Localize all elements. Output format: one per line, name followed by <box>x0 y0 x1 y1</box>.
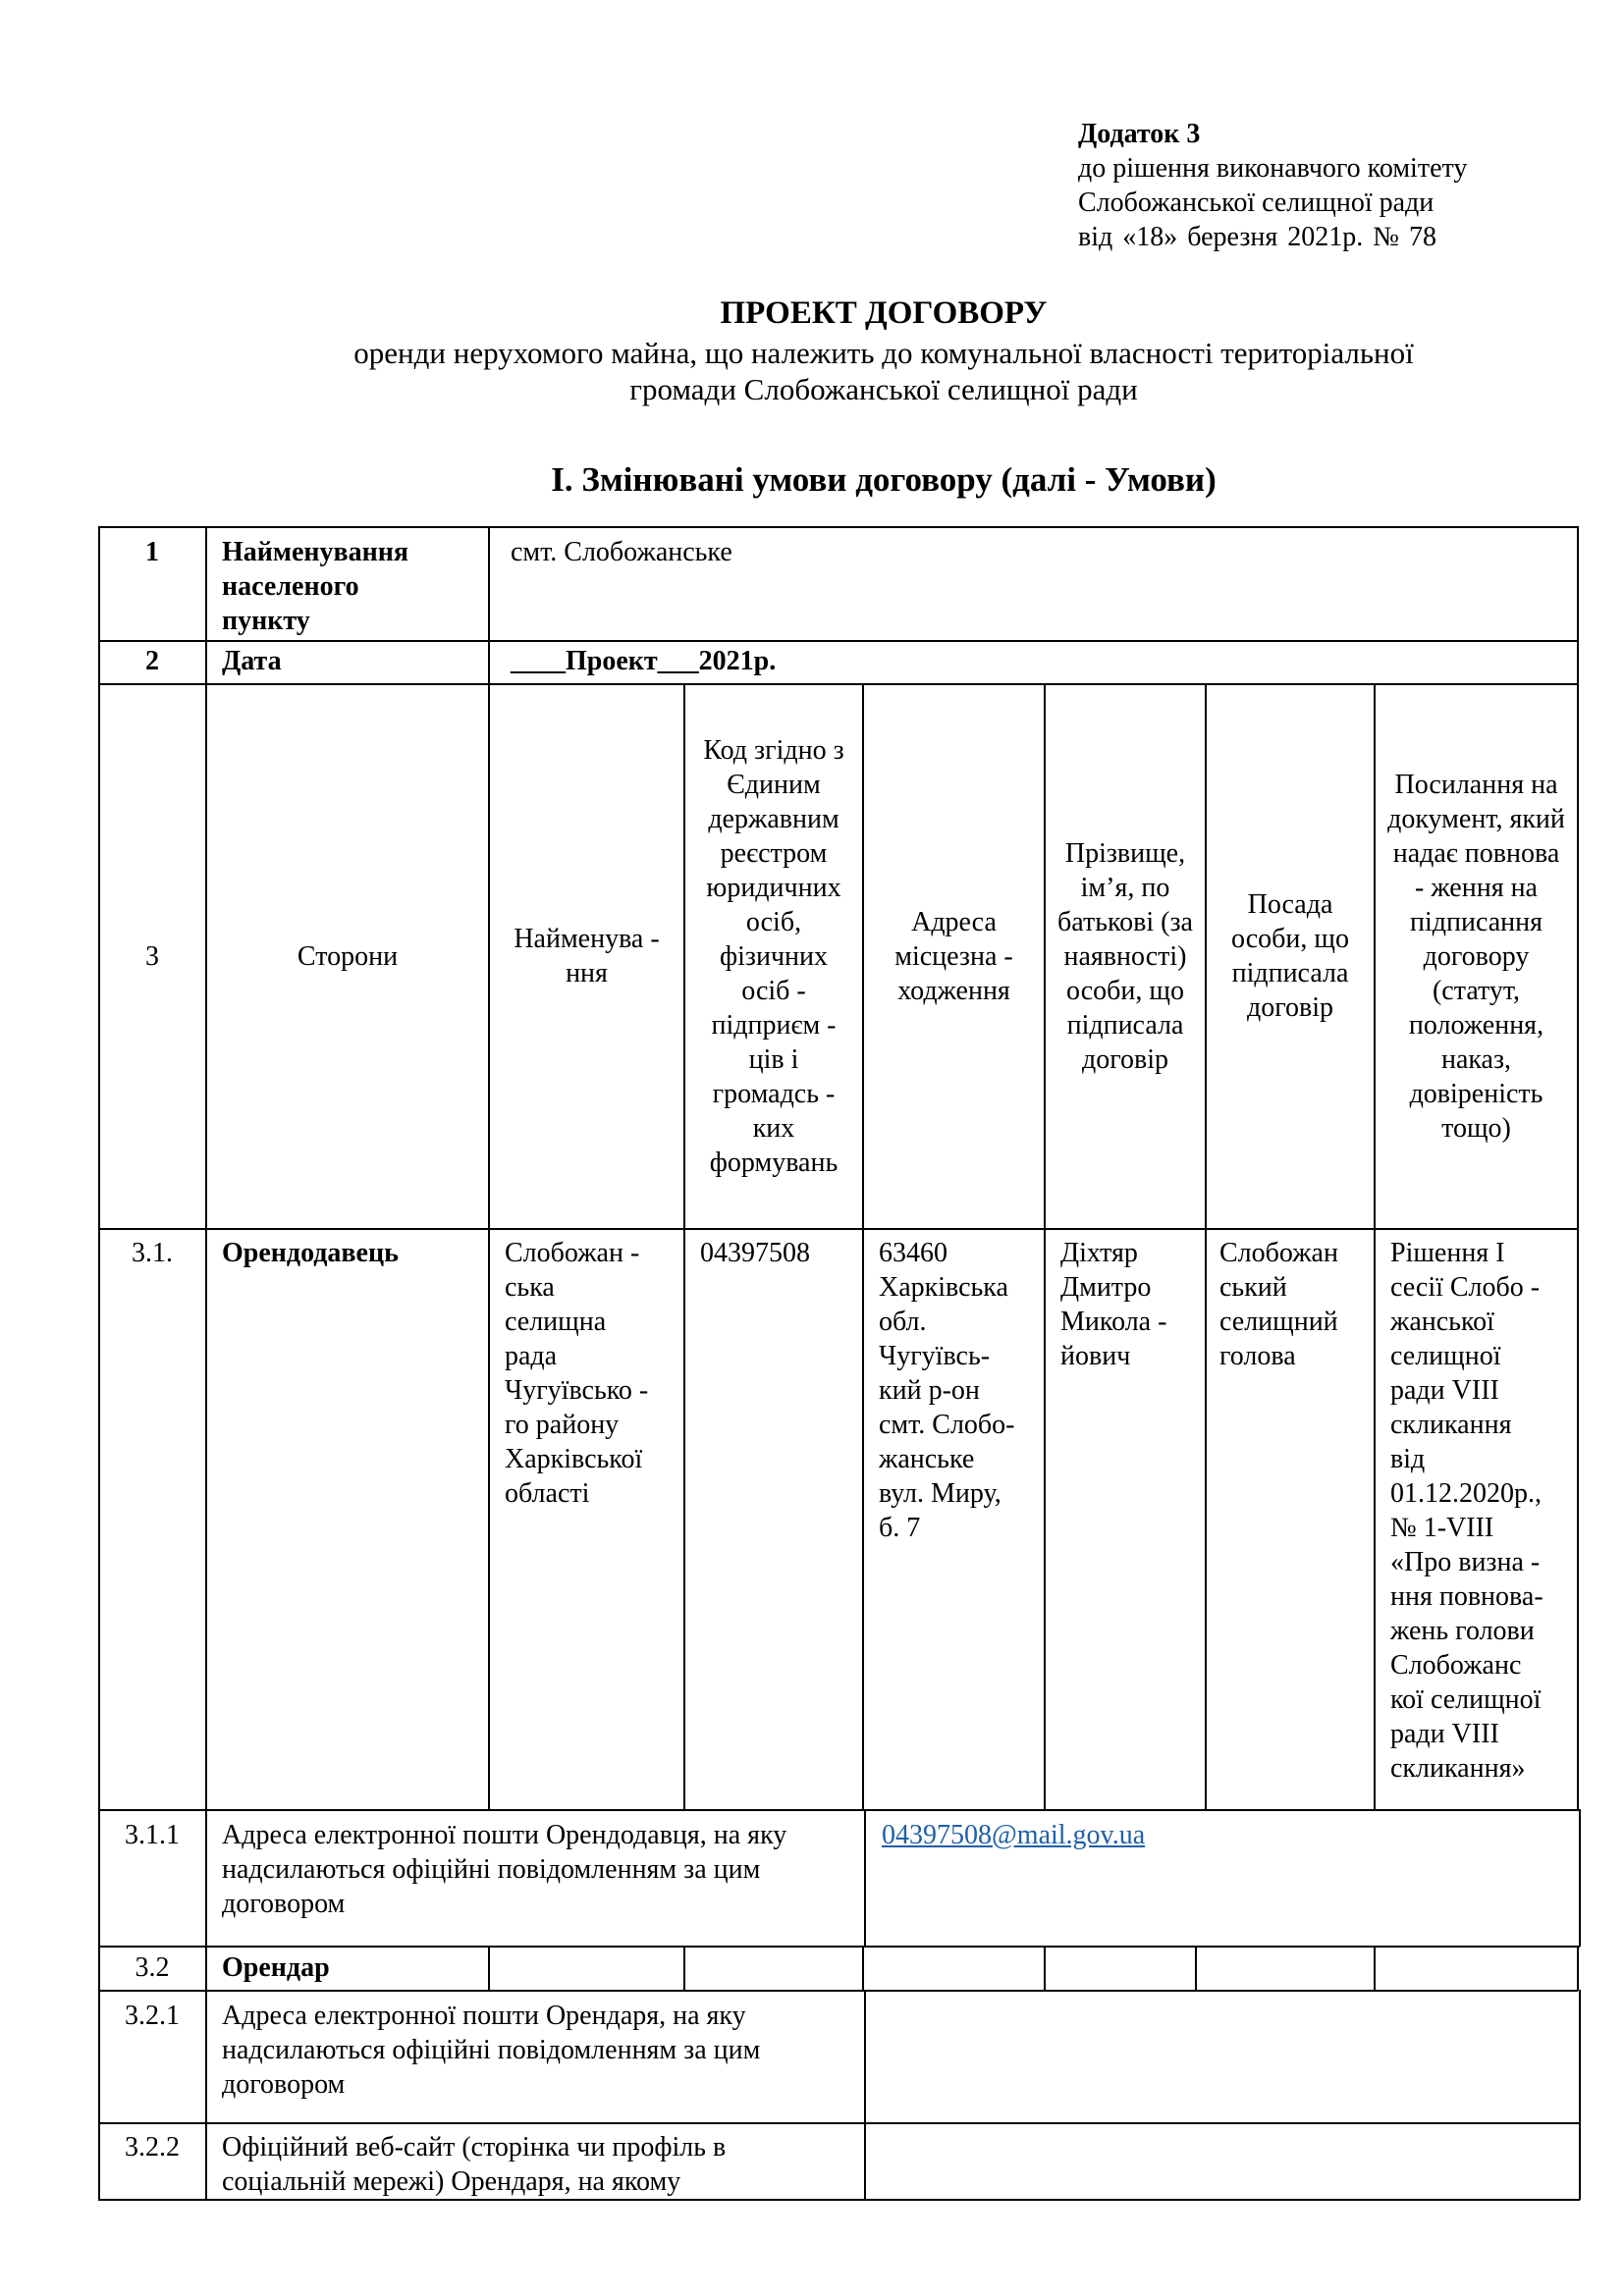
settlement-value: смт. Слобожанське <box>511 537 732 567</box>
table-rule <box>98 2122 1580 2124</box>
document-title: ПРОЕКТ ДОГОВОРУ <box>720 295 1048 331</box>
cell-line: надсилаються офіційні повідомленням за цим <box>222 2035 761 2065</box>
cell-line: Слобожанс <box>1390 1650 1522 1681</box>
cell-line: селищний <box>1219 1307 1338 1337</box>
table-rule <box>864 1990 866 2200</box>
row-number: 3 <box>145 940 159 972</box>
header-signatory-position: Посада особи, що підписала договір <box>1231 889 1349 1023</box>
lessor-name <box>491 1236 683 1511</box>
cell-line: Харківська <box>879 1272 1008 1303</box>
settlement-label: Найменування населеного пункту <box>222 537 409 636</box>
document-subtitle <box>147 335 1620 407</box>
row-number: 3.2.2 <box>125 2132 180 2163</box>
table-rule <box>98 640 1578 642</box>
cell-line: Слобожан - <box>505 1238 640 1268</box>
cell-line: го району <box>505 1410 620 1440</box>
annex-block <box>1078 117 1589 254</box>
cell-line: б. 7 <box>879 1513 921 1543</box>
table-rule <box>98 1228 1578 1230</box>
cell-line: Слобожан <box>1219 1238 1338 1268</box>
cell-line: 01.12.2020р., <box>1390 1478 1542 1509</box>
cell-line: скликання» <box>1390 1753 1526 1784</box>
lessor-signatory-position <box>1208 1236 1375 1373</box>
row-number: 3.2 <box>135 1952 170 1983</box>
cell-line: Адреса електронної пошти Орендодавця, на яку <box>222 1820 787 1850</box>
lessor-authority-document <box>1377 1236 1579 1786</box>
cell-line: жень голови <box>1390 1616 1535 1646</box>
lessor-email-label <box>208 1818 864 1921</box>
row-number: 1 <box>145 537 159 567</box>
row-number: 2 <box>145 646 159 676</box>
header-registry-code: Код згідно з Єдиним державним реєстром юридичних осіб, фізичних осіб - підприєм - ців і громадсь - ких формувань <box>703 734 844 1178</box>
table-rule <box>683 1946 685 1991</box>
cell-line: жанське <box>879 1444 975 1474</box>
table-rule <box>1577 1946 1579 1991</box>
cell-line: договором <box>222 1889 346 1919</box>
header-address: Адреса місцезна - ходження <box>894 906 1013 1006</box>
cell-line: соціальній мережі) Орендаря, на якому <box>222 2166 681 2197</box>
cell-line: Харківської <box>505 1444 643 1474</box>
cell-line: ради VIII <box>1390 1375 1499 1406</box>
parties-label: Сторони <box>297 940 399 972</box>
cell-line: кої селищної <box>1390 1684 1542 1715</box>
lessor-signatory-name <box>1047 1236 1206 1373</box>
cell-line: Дмитро <box>1060 1272 1152 1303</box>
table-rule <box>488 1946 490 1991</box>
table-rule <box>98 2199 1580 2201</box>
cell-line: ський <box>1219 1272 1287 1303</box>
cell-line: голова <box>1219 1341 1296 1371</box>
table-rule <box>1579 1990 1581 2200</box>
cell-line: жанської <box>1390 1307 1494 1337</box>
lessor-email-link[interactable]: 04397508@mail.gov.ua <box>882 1820 1146 1850</box>
cell-line: селищна <box>505 1307 607 1337</box>
cell-line: Рішення I <box>1390 1238 1505 1268</box>
cell-line: від <box>1390 1444 1426 1474</box>
lessee-label: Орендар <box>222 1952 330 1983</box>
cell-line: 63460 <box>879 1238 947 1268</box>
row-number: 3.2.1 <box>125 2001 180 2031</box>
date-value: ____Проект___2021р. <box>511 646 777 676</box>
lessor-registry-code: 04397508 <box>700 1238 810 1268</box>
cell-line: рада <box>505 1341 558 1371</box>
lessor-label: Орендодавець <box>222 1238 399 1268</box>
annex-line: до рішення виконавчого комітету <box>1078 153 1468 184</box>
subtitle-line: громади Слобожанської селищної ради <box>629 372 1138 406</box>
cell-line: «Про визна - <box>1390 1547 1541 1577</box>
cell-line: Офіційний веб-сайт (сторінка чи профіль в <box>222 2132 727 2163</box>
table-rule <box>1195 1946 1197 1991</box>
table-rule <box>98 1990 1578 1992</box>
cell-line: ська <box>505 1272 555 1303</box>
subtitle-line: оренди нерухомого майна, що належить до комунальної власності територіальної <box>353 336 1414 370</box>
cell-line: Микола - <box>1060 1307 1167 1337</box>
cell-line: йович <box>1060 1341 1131 1371</box>
date-label: Дата <box>222 646 282 676</box>
header-signatory-name: Прізвище, ім’я, по батькові (за наявності) особи, що підписала договір <box>1057 837 1193 1075</box>
cell-line: кий р-он <box>879 1375 980 1406</box>
lessor-address <box>866 1236 1045 1545</box>
annex-title: Додаток 3 <box>1078 119 1201 149</box>
cell-line: вул. Миру, <box>879 1478 1001 1509</box>
cell-line: Адреса електронної пошти Орендаря, на яку <box>222 2001 746 2031</box>
cell-line: області <box>505 1478 590 1509</box>
row-number: 3.1. <box>132 1238 173 1268</box>
section-title: І. Змінювані умови договору (далі - Умови) <box>551 460 1217 499</box>
header-authority-document: Посилання на документ, який надає повнова - ження на підписання договору (статут, положення, наказ, довіреність тощо) <box>1387 769 1565 1144</box>
cell-line: договором <box>222 2069 346 2100</box>
table-rule <box>1044 1946 1046 1991</box>
table-rule <box>1374 1946 1376 1991</box>
annex-line: Слобожанської селищної ради <box>1078 187 1435 218</box>
cell-line: обл. <box>879 1307 927 1337</box>
cell-line: селищної <box>1390 1341 1501 1371</box>
table-rule <box>98 526 1578 528</box>
lessee-website-label <box>208 2130 864 2199</box>
cell-line: № 1-VIII <box>1390 1513 1494 1543</box>
annex-line: від «18» березня 2021р. № 78 <box>1078 222 1436 252</box>
table-rule <box>98 1809 1580 1811</box>
cell-line: ради VIII <box>1390 1719 1499 1749</box>
cell-line: скликання <box>1390 1410 1512 1440</box>
table-rule <box>1579 1809 1581 1947</box>
cell-line: ння повнова- <box>1390 1581 1543 1612</box>
cell-line: Чугуївсь- <box>879 1341 991 1371</box>
cell-line: Діхтяр <box>1060 1238 1138 1268</box>
table-rule <box>864 1809 866 1947</box>
row-number: 3.1.1 <box>125 1820 180 1850</box>
cell-line: надсилаються офіційні повідомленням за цим <box>222 1854 761 1885</box>
lessee-email-label <box>208 1999 864 2102</box>
cell-line: Чугуївсько - <box>505 1375 649 1406</box>
header-name: Найменува - ння <box>514 924 660 988</box>
table-rule <box>98 1946 1580 1948</box>
cell-line: смт. Слобо- <box>879 1410 1015 1440</box>
cell-line: сесії Слобо - <box>1390 1272 1541 1303</box>
table-rule <box>862 1946 864 1991</box>
